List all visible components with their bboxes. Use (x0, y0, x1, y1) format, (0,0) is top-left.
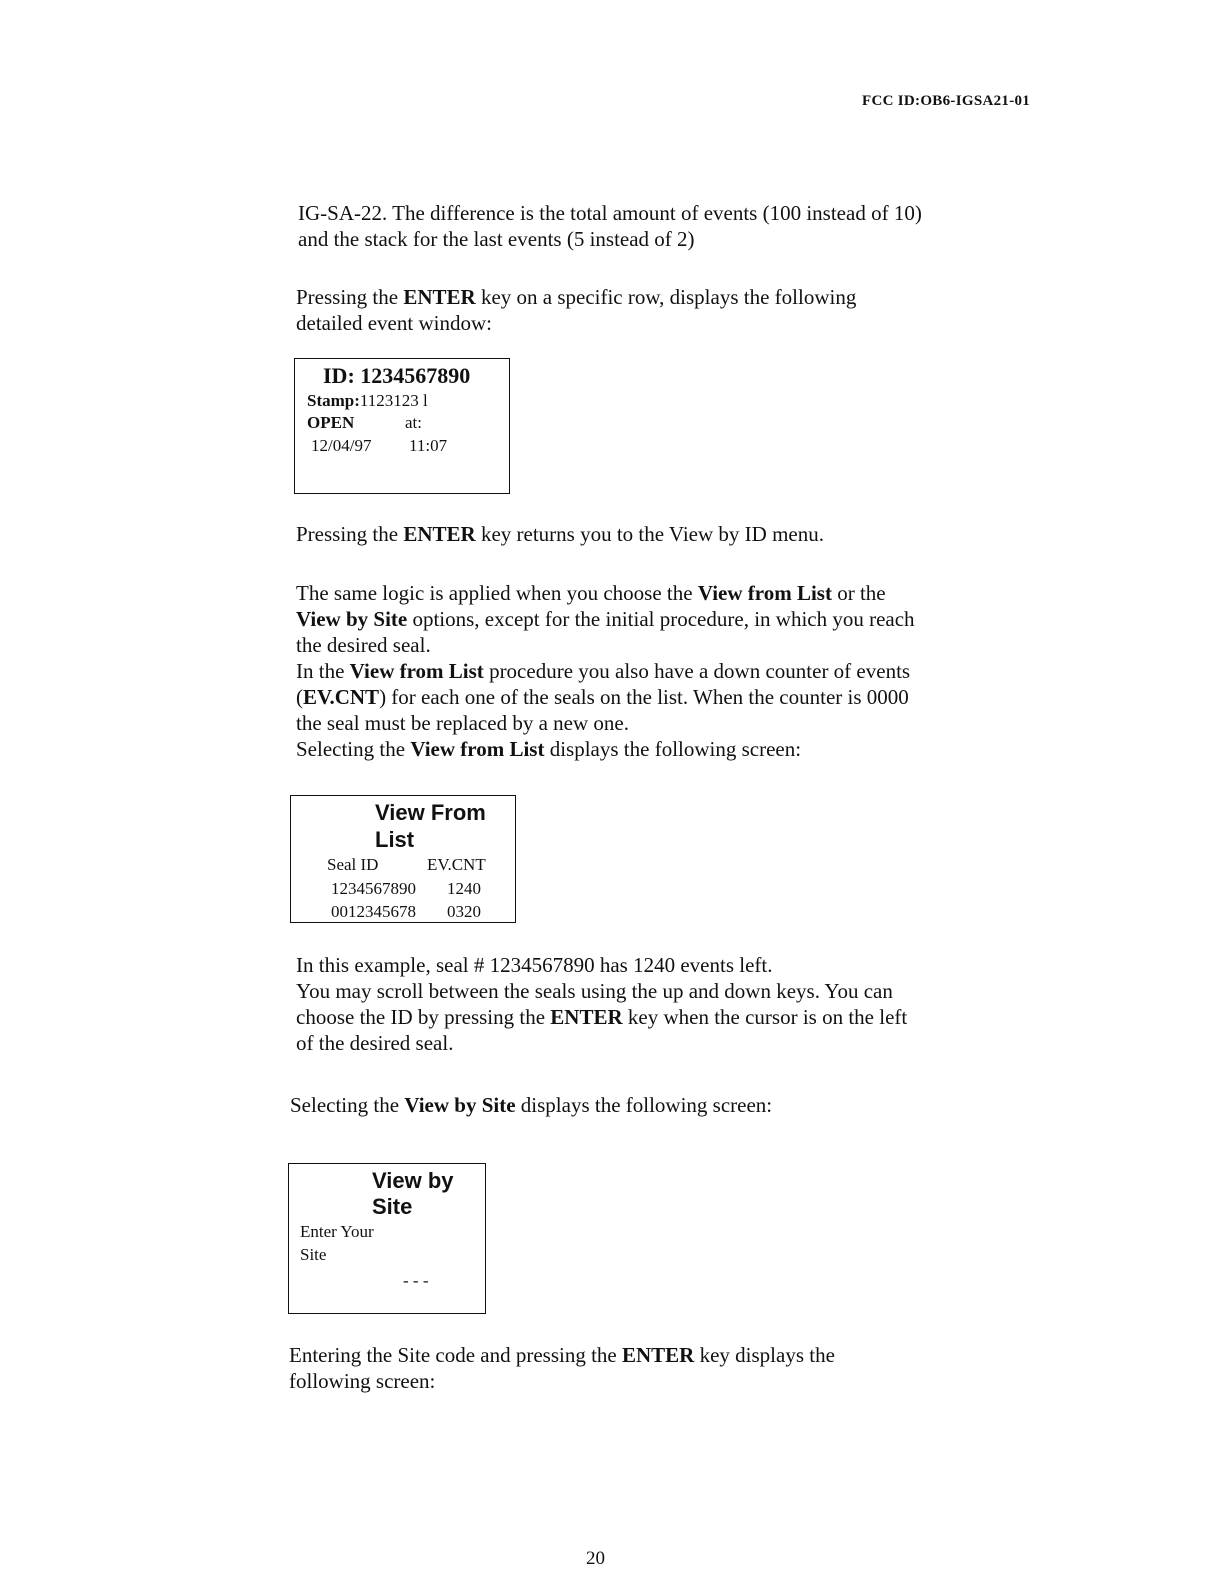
text-line: Pressing the ENTER key returns you to the View by ID menu. (296, 522, 824, 546)
site-prompt-2: Site (300, 1245, 327, 1264)
text-line: detailed event window: (296, 311, 492, 335)
text-line: The same logic is applied when you choose the View from List or the (296, 581, 886, 605)
text-line: Selecting the View from List displays the following screen: (296, 737, 802, 761)
site-prompt: Enter Your (300, 1222, 374, 1241)
site-code-placeholder: - - - (403, 1271, 429, 1290)
seal-row-id: 1234567890 (331, 879, 416, 898)
paragraph-site-code (289, 1342, 1009, 1394)
text-line: following screen: (289, 1369, 436, 1393)
text-line: the seal must be replaced by a new one. (296, 711, 629, 735)
event-status: OPEN (307, 413, 355, 432)
event-at-label: at: (405, 413, 422, 432)
seal-row-id: 0012345678 (331, 902, 416, 921)
text-line: IG-SA-22. The difference is the total amount of events (100 instead of 10) (298, 201, 922, 225)
seal-id-header: Seal ID (327, 855, 379, 874)
enter-key-term: ENTER (403, 522, 476, 546)
list-screen-title-2: List (375, 827, 415, 852)
paragraph-intro (298, 200, 1018, 252)
text-line: of the desired seal. (296, 1031, 454, 1055)
paragraph-enter-row (296, 284, 1016, 336)
event-id-line: ID: 1234567890 (323, 363, 471, 388)
text-line: In the View from List procedure you also have a down counter of events (296, 659, 911, 683)
evcnt-header: EV.CNT (427, 855, 486, 874)
event-date: 12/04/97 (311, 436, 372, 455)
site-screen-title-2: Site (372, 1194, 413, 1219)
enter-key-term: ENTER (622, 1343, 695, 1367)
view-from-list-screen (290, 795, 516, 923)
text-line: You may scroll between the seals using the up and down keys. You can (296, 979, 893, 1003)
text-line: In this example, seal # 1234567890 has 1240 events left. (296, 953, 773, 977)
page-number: 20 (586, 1548, 605, 1569)
list-screen-title: View From (375, 800, 486, 825)
seal-row-count: 0320 (447, 902, 481, 921)
enter-key-term: ENTER (403, 285, 476, 309)
site-screen-title: View by (372, 1168, 454, 1193)
enter-key-term: ENTER (550, 1005, 623, 1029)
text-line: View by Site options, except for the initial procedure, in which you reach (296, 607, 915, 631)
text-line: Selecting the View by Site displays the following screen: (290, 1093, 773, 1117)
view-by-site-screen (288, 1163, 486, 1314)
text-line: (EV.CNT) for each one of the seals on the list. When the counter is 0000 (296, 685, 909, 709)
paragraph-enter-return (296, 521, 1016, 547)
text-line: Entering the Site code and pressing the ENTER key displays the (289, 1343, 835, 1367)
paragraph-view-options (296, 580, 1016, 762)
paragraph-list-example (296, 952, 1016, 1056)
stamp-line: Stamp:1123123 l (307, 391, 428, 410)
event-detail-screen (294, 358, 510, 494)
event-time: 11:07 (409, 436, 448, 455)
text-line: the desired seal. (296, 633, 431, 657)
text-line: Pressing the ENTER key on a specific row, displays the following (296, 285, 857, 309)
fcc-id-header: FCC ID:OB6-IGSA21-01 (862, 93, 1031, 109)
paragraph-view-by-site (290, 1092, 1010, 1118)
seal-row-count: 1240 (447, 879, 481, 898)
text-line: choose the ID by pressing the ENTER key when the cursor is on the left (296, 1005, 908, 1029)
text-line: and the stack for the last events (5 instead of 2) (298, 227, 695, 251)
